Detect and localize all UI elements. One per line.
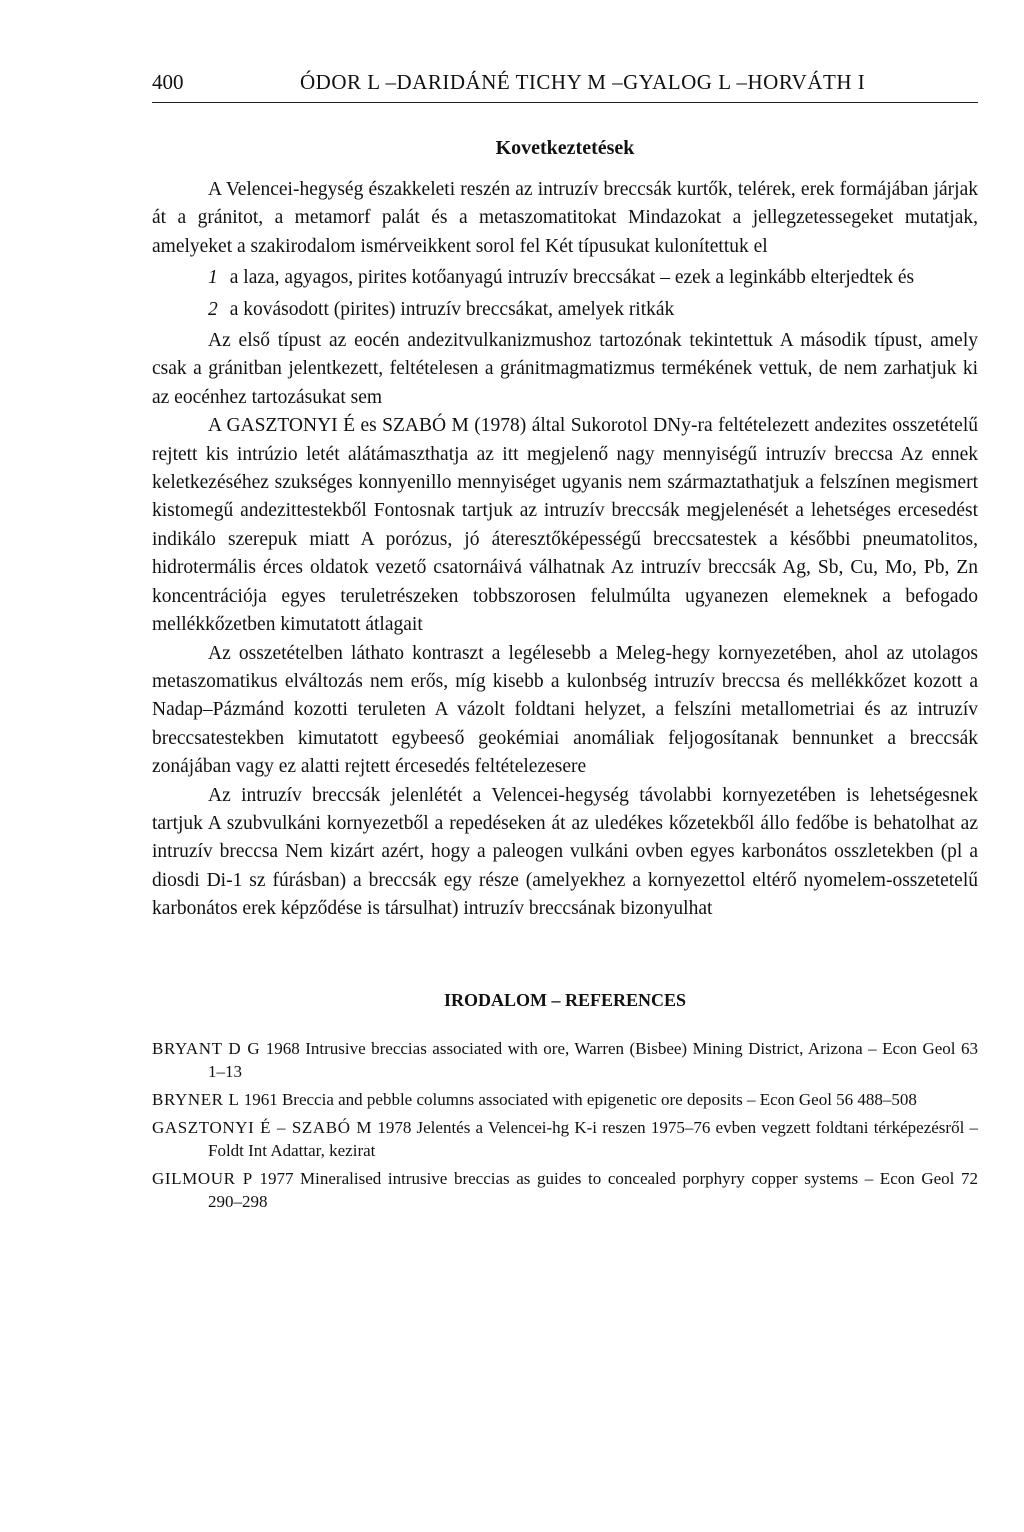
page-number: 400 <box>152 70 184 94</box>
list-item <box>152 264 978 292</box>
reference-item <box>152 1167 978 1213</box>
item-number: 2 <box>208 298 218 320</box>
item-text: a laza, agyagos, pirites kotőanyagú intruzív breccsákat – ezek a leginkább elterjedtek és <box>229 267 915 289</box>
section-title: Kovetkeztetések <box>495 137 635 159</box>
reference-item <box>152 1037 978 1083</box>
body-paragraph: Az osszetételben láthato kontraszt a legélesebb a Meleg-hegy kornyezetében, ahol az utolagos metaszomatikus elváltozás nem erős, míg kisebb a kulonbség intruzív breccsa és mellékkőzet kozott a Nadap–Pázmánd kozotti teruleten A vázolt foldtani helyzet, a felszíni metallometriai és az intruzív breccsatestekben kimutatott egybeeső geokémiai anomáliak feljogosítanak bennunket a breccsák zonájában vagy ez alatti rejtett ércesedés feltételezesere <box>152 642 978 778</box>
intro-paragraph: A Velencei-hegység északkeleti reszén az intruzív breccsák kurtők, telérek, erek formájában járjak át a gránitot, a metamorf palát és a metaszomatitokat Mindazokat a jellegzetessegeket mutatjak, amelyeket a szakirodalom ismérveikkent sorol fel Két típusukat kulonítettuk el <box>152 179 978 257</box>
running-header <box>152 68 978 103</box>
reference-text: 1977 Mineralised intrusive breccias as guides to concealed porphyry copper systems – Econ Geol 72 290–298 <box>208 1168 979 1211</box>
item-text: a kovásodott (pirites) intruzív breccsákat, amelyek ritkák <box>229 298 675 320</box>
body-paragraph: A GASZTONYI É es SZABÓ M (1978) által Sukorotol DNy-ra feltételezett andezites osszetételű rejtett kis intrúzio letét alátámaszthatja az itt megjelenő nagy mennyiségű intruzív breccsa Az ennek keletkezéséhez szukséges konnyenillo mennyiséget ugyanis nem származtathatjuk a felszínen megismert kistomegű andezittestekből Fontosnak tartjuk az intruzív breccsák megjelenését a lehetséges ercesedést indikálo szerepuk miatt A porózus, jó áteresztőképességű breccsatestek a későbbi pneumatolitos, hidrotermális érces oldatok vezető csatornáivá válhatnak Az intruzív breccsák Ag, Sb, Cu, Mo, Pb, Zn koncentrációja egyes teruletrészeken tobbszorosen felulmúlta ugyanezen elemeknek a befogado mellékkőzetben kimutatott átlagait <box>152 415 978 636</box>
list-item <box>152 296 978 324</box>
reference-author: BRYANT D G <box>152 1038 261 1058</box>
reference-text: 1968 Intrusive breccias associated with ore, Warren (Bisbee) Mining District, Arizona – Econ Geol 63 1–13 <box>208 1038 979 1081</box>
body-paragraph: Az első típust az eocén andezitvulkanizmushoz tartozónak tekintettuk A második típust, amely csak a gránitban jelentkezett, feltételesen a gránitmagmatizmus termékének vettuk, de nem zarhatjuk ki az eocénhez tartozásukat sem <box>152 330 978 408</box>
references-list <box>152 1037 978 1213</box>
item-number: 1 <box>208 267 218 289</box>
body-paragraph: Az intruzív breccsák jelenlétét a Velencei-hegység távolabbi kornyezetében is lehetségesnek tartjuk A szubvulkáni kornyezetből a repedéseken át az uledékes kőzetekből állo fedőbe is behatolhat az intruzív breccsa Nem kizárt azért, hogy a paleogen vulkáni ovben egyes karbonátos osszletekben (pl a diosdi Di-1 sz fúrásban) a breccsák egy része (amelyekhez a kornyezettol eltérő nyomelem-osszetetelű karbonátos erek képződése is társulhat) intruzív breccsának bizonyulhat <box>152 784 978 920</box>
references-title: IRODALOM – REFERENCES <box>443 989 687 1010</box>
reference-text: 1978 Jelentés a Velencei-hg K-i reszen 1975–76 evben vegzett foldtani térképezésről – Foldt Int Adattar, kezirat <box>208 1117 979 1160</box>
reference-author: BRYNER L <box>152 1089 240 1109</box>
reference-text: 1961 Breccia and pebble columns associated with epigenetic ore deposits – Econ Geol 56 488–508 <box>243 1089 917 1109</box>
running-title: ÓDOR L –DARIDÁNÉ TICHY M –GYALOG L –HORVÁTH I <box>300 70 866 94</box>
reference-author: GILMOUR P <box>152 1168 253 1188</box>
reference-author: GASZTONYI É – SZABÓ M <box>152 1117 373 1137</box>
page <box>152 68 978 1218</box>
reference-item <box>152 1088 978 1111</box>
conclusions-body <box>152 176 978 924</box>
reference-item <box>152 1116 978 1162</box>
